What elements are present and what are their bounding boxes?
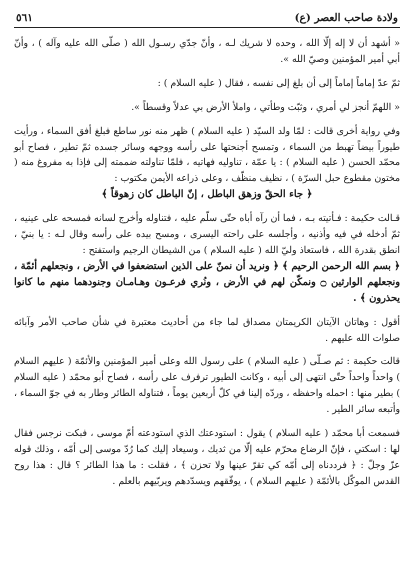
paragraph-moses-mother: فسمعت أبا محمّد ( عليه السلام ) يقول : استودعتك الذي استودعته أمّ موسى ، فبكت نرجس فقال لها : اسكتي ، فإنّ الرضاع محرّم عليه إلّا من ثديك ، وسيعاد إليك كما رُدّ موسى إلى أمّه ، وذلك قوله عزّ وجلّ : ﴿ فرددناه إلى أمّه كي تقرّ عينها ولا تحزن ﴾ ، فقلت : ما هذا الطائر ؟ قال : هذا روح القدس الموكّل بالأئمّة ( عليهم السلام ) ، يوفّقهم ويسدّدهم ويربّيهم بالعلم .: [14, 428, 400, 487]
paragraph-hakima-speech: قـالت حكيمة : فـأتيته بـه ، فما أن رآه أباه حتّى سلّم عليه ، فتناوله وأخرج لسانه فمسحه على عينيه ، ثمّ أدخله في فيه وأذنيه ، وأجلسه على راحته اليسرى ، ومسح بيده على رأسه وقال لـه : يا بنيّ ، انطق بقدرة الله ، فاستعاذ وليّ الله ( عليه السلام ) من الشيطان الرجيم واستفتح :: [14, 213, 400, 256]
page-body: [14, 36, 400, 490]
book-page: [14, 10, 400, 572]
inscription-verse: ﴿ جاء الحقّ وزهق الباطل ، إنّ الباطل كان زهوقاً ﴾: [101, 189, 313, 201]
running-header: [14, 10, 400, 28]
paragraph-author-note: أقول : وهاتان الآيتان الكريمتان مصداق لما جاء من أحاديث معتبرة في شأن صاحب الأمر وآبائه صلوات الله عليهم .: [14, 316, 400, 344]
paragraph-other-narration: وفي رواية أخرى قالت : لمّا ولد السيّد ( عليه السلام ) ظهر منه نور ساطع فبلغ أفق السماء ، ورأيت طيوراً بيضاً تهبط من السماء ، وتمسح أجنحتها على رأسه ووجهه وسائر جسده ثمّ تطير ، فصاح أبو محمّد الحسن ( عليه السلام ) : يا عمّة ، تناوليه فهاتيه ، فلمّا تناولته ضممته إلى فإذا به مفروغ منه ( مختون مقطوع حبل السرّة ) ، نظيف منظّف ، وعلى ذراعه الأيمن مكتوب :: [14, 125, 400, 185]
paragraph-hakima-birds: قالت حكيمة : ثم صـلّى ( عليه السلام ) على رسول الله وعلى أمير المؤمنين والأئمّة ( عليهم السلام ) واحداً واحداً حتّى انتهى إلى أبيه ، وكانت الطيور ترفرف على رأسه ، فصاح أبو محمّد ( عليه السلام ) بطير منها : احمله واحفظه ، وردّه إلينا في كلّ أربعين يوماً ، فتناوله الطائر وطار به في جوّ السماء ، وأتبعه سائر الطير .: [14, 356, 400, 416]
chapter-title: ولادة صاحب العصر (ع): [294, 12, 398, 24]
paragraph-imams: ثمّ عدّ إماماً إماماً إلى أن بلغ إلى نفسه ، فقال ( عليه السلام ) :: [157, 77, 400, 89]
paragraph-supplication: « اللهمّ أنجز لي أمري ، وثبّت وطأتي ، واملأ الأرض بي عدلاً وقسطاً ».: [131, 101, 400, 113]
paragraph-testimony: « أشهد أن لا إله إلّا الله ، وحده لا شريك لـه ، وأنّ جدّي رسـول الله ( صلّى الله عليه وآله ) ، وأنّ أبي أمير المؤمنين وصيّ الله ».: [14, 38, 400, 65]
quran-verse: ﴿ بسم الله الرحمن الرحيم ﴾ ﴿ ونريد أن نمنّ على الذين استضعفوا في الأرض ، ونجعلهم أئمّة ، ونجعلهم الوارثين ۝ ونمكّن لهم في الأرض ، ونُري فرعـون وهـامـان وجنودهما منهم ما كانوا يحذرون ﴾ .: [14, 260, 400, 304]
page-number: ٥٦١: [16, 12, 33, 24]
